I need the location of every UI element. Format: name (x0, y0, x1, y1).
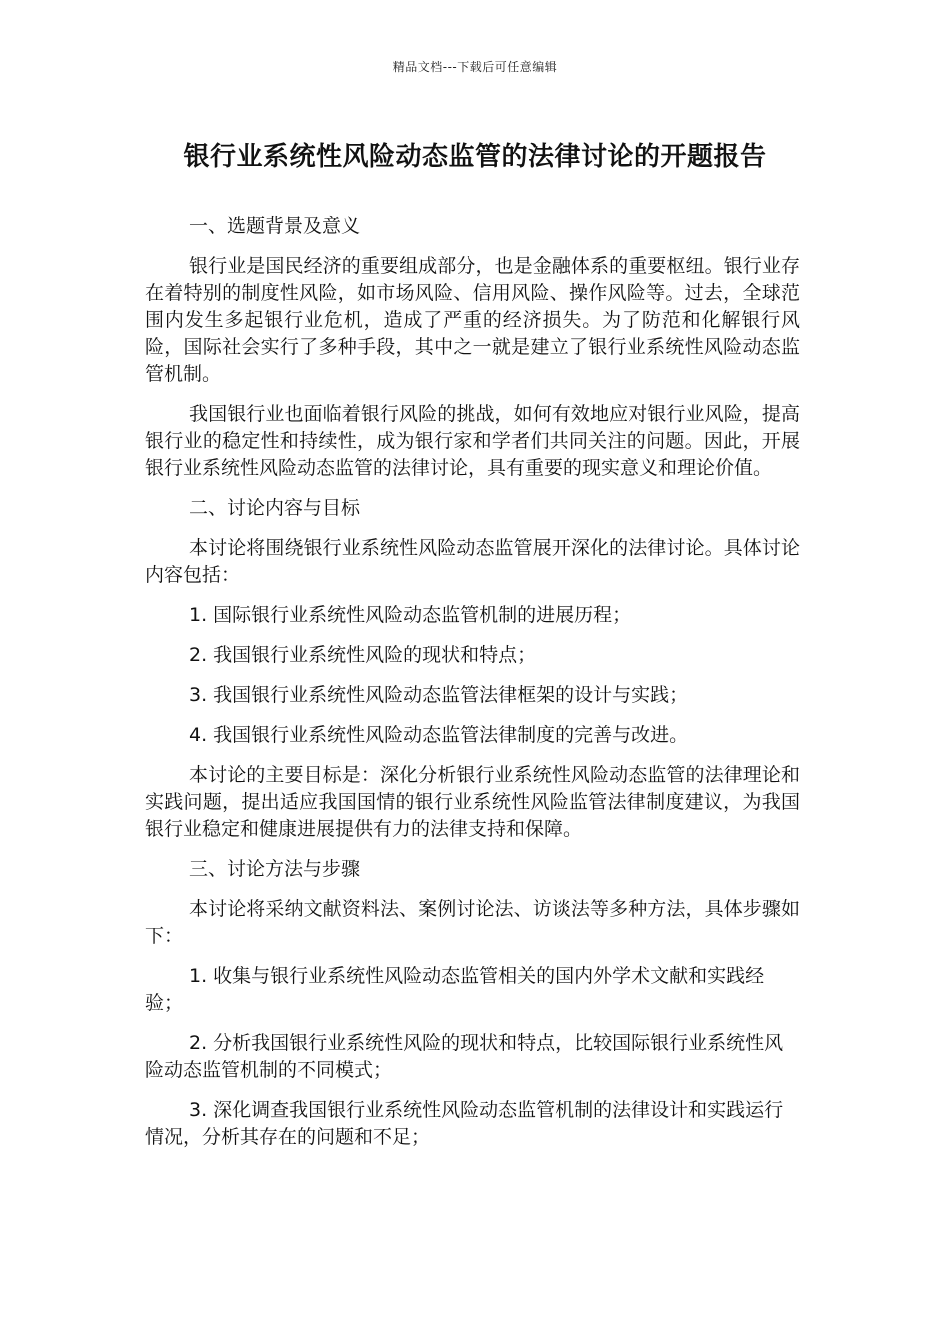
list-item: 1. 国际银行业系统性风险动态监管机制的进展历程； (189, 604, 632, 626)
header-note: 精品文档---下载后可任意编辑 (392, 60, 558, 74)
list-item: 4. 我国银行业系统性风险动态监管法律制度的完善与改进。 (189, 724, 689, 746)
paragraph: 本讨论将围绕银行业系统性风险动态监管展开深化的法律讨论。具体讨论内容包括： (145, 537, 800, 586)
list-item: 3. 深化调查我国银行业系统性风险动态监管机制的法律设计和实践运行情况，分析其存在的问题和不足； (145, 1099, 784, 1148)
paragraph: 本讨论的主要目标是：深化分析银行业系统性风险动态监管的法律理论和实践问题，提出适应我国国情的银行业系统性风险监管法律制度建议，为我国银行业稳定和健康进展提供有力的法律支持和保障。 (145, 764, 800, 840)
list-item: 2. 分析我国银行业系统性风险的现状和特点，比较国际银行业系统性风险动态监管机制的不同模式； (145, 1032, 784, 1081)
paragraph: 银行业是国民经济的重要组成部分，也是金融体系的重要枢纽。银行业存在着特别的制度性风险，如市场风险、信用风险、操作风险等。过去，全球范围内发生多起银行业危机，造成了严重的经济损失。为了防范和化解银行风险，国际社会实行了多种手段，其中之一就是建立了银行业系统性风险动态监管机制。 (145, 255, 800, 385)
list-item: 3. 我国银行业系统性风险动态监管法律框架的设计与实践； (189, 684, 689, 706)
list-item: 2. 我国银行业系统性风险的现状和特点； (189, 644, 537, 666)
list-item: 1. 收集与银行业系统性风险动态监管相关的国内外学术文献和实践经验； (145, 965, 765, 1014)
document-title: 银行业系统性风险动态监管的法律讨论的开题报告 (183, 142, 767, 172)
paragraph: 本讨论将采纳文献资料法、案例讨论法、访谈法等多种方法，具体步骤如下： (145, 898, 800, 947)
section-heading: 三、讨论方法与步骤 (189, 858, 361, 880)
section-heading: 二、讨论内容与目标 (189, 497, 361, 519)
section-heading: 一、选题背景及意义 (189, 215, 361, 237)
paragraph: 我国银行业也面临着银行风险的挑战，如何有效地应对银行业风险，提高银行业的稳定性和持续性，成为银行家和学者们共同关注的问题。因此，开展银行业系统性风险动态监管的法律讨论，具有重要的现实意义和理论价值。 (145, 403, 800, 479)
document-body (145, 213, 800, 1164)
